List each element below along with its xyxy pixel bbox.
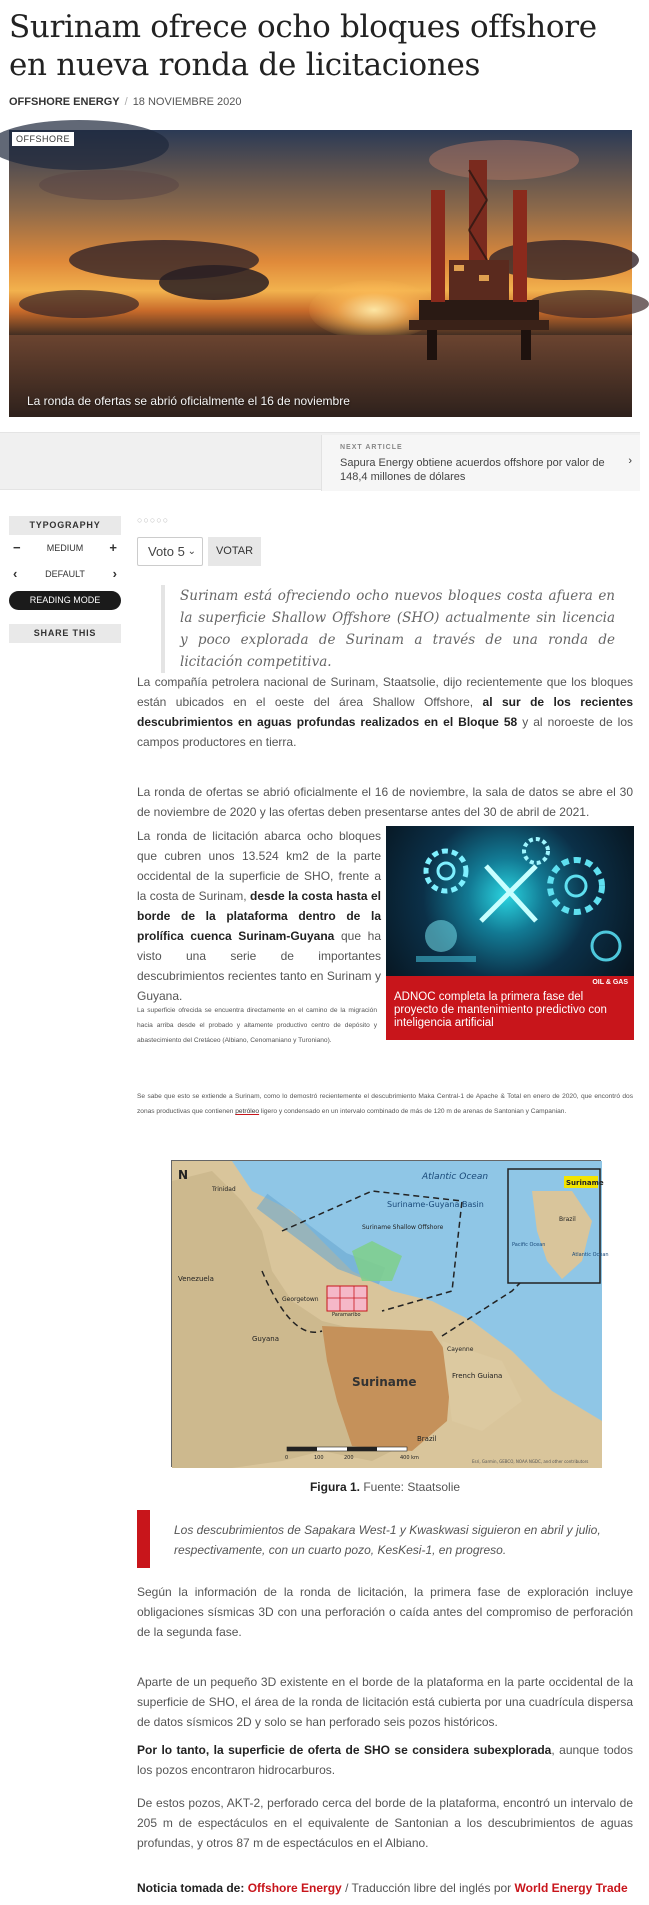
figure-caption bbox=[137, 1480, 633, 1494]
map-venezuela: Venezuela bbox=[178, 1275, 214, 1283]
next-article-label: NEXT ARTICLE bbox=[340, 444, 403, 451]
quote-accent-bar bbox=[137, 1510, 150, 1568]
scale-100: 100 bbox=[314, 1455, 324, 1461]
chevron-right-icon[interactable]: › bbox=[112, 566, 117, 581]
paragraph-3-bold: desde la costa hasta el borde de la plataforma dentro de la prolífica cuenca Surinam-Guyana bbox=[137, 889, 381, 943]
map-georgetown: Georgetown bbox=[282, 1296, 319, 1303]
paragraph-6-text: , aunque todos los pozos encontraron hidrocarburos. bbox=[137, 1743, 633, 1777]
suriname-map bbox=[171, 1160, 609, 1467]
paragraph-4: Según la información de la ronda de licitación, la primera fase de exploración incluye obligaciones sísmicas 3D con una perforación o caída antes del compromiso de perforación de la segunda fase. bbox=[137, 1585, 633, 1639]
vote-button[interactable]: VOTAR bbox=[208, 537, 261, 566]
map-basin-label: Suriname-Guyana Basin bbox=[387, 1200, 484, 1209]
ad-category-tag: OIL & GAS bbox=[592, 979, 628, 986]
map-french-guiana: French Guiana bbox=[452, 1372, 503, 1380]
article-title: Surinam ofrece ocho bloques offshore en nueva ronda de licitaciones bbox=[9, 9, 597, 83]
credit-middle: / Traducción libre del inglés por bbox=[341, 1881, 515, 1895]
inset-brazil: Brazil bbox=[559, 1216, 576, 1223]
map-shelf-label: Suriname Shallow Offshore bbox=[362, 1224, 444, 1231]
credit-source-link[interactable]: Offshore Energy bbox=[247, 1881, 342, 1895]
north-arrow: N bbox=[178, 1168, 189, 1182]
related-article-ad[interactable] bbox=[386, 826, 634, 1040]
chevron-down-icon: ⌄ bbox=[187, 546, 196, 557]
byline-date: 18 NOVIEMBRE 2020 bbox=[132, 96, 242, 108]
paragraph-2: La ronda de ofertas se abrió oficialmente el 16 de noviembre, la sala de datos se abre el 30 de noviembre de 2020 y las ofertas deben presentarse antes del 30 de abril de 2021. bbox=[137, 785, 633, 819]
chevron-right-icon[interactable]: › bbox=[628, 455, 632, 467]
paragraph-6-bold: Por lo tanto, la superficie de oferta de SHO se considera subexplorada bbox=[137, 1743, 552, 1757]
rating-stars[interactable]: ○○○○○ bbox=[137, 515, 170, 525]
ad-title[interactable]: ADNOC completa la primera fase del proyecto de mantenimiento predictivo con inteligencia artificial bbox=[394, 991, 607, 1029]
byline bbox=[9, 96, 242, 108]
small-paragraph-2-text: Se sabe que esto se extiende a Surinam, como lo demostró recientemente el descubrimiento Maka Central-1 de Apache & Total en enero de 2020, que encontró dos zonas productivas que contienen bbox=[137, 1093, 633, 1115]
map-credit: Esri, Garmin, GEBCO, NOAA NGDC, and other contributors bbox=[472, 1459, 589, 1464]
vote-select[interactable] bbox=[137, 537, 203, 566]
share-this-header: SHARE THIS bbox=[9, 624, 121, 643]
map-suriname: Suriname bbox=[352, 1375, 417, 1389]
small-paragraph-2-text-end: ligero y condensado en un intervalo combinado de más de 120 m de arenas de Santonian y Campanian. bbox=[259, 1108, 567, 1115]
map-cayenne: Cayenne bbox=[447, 1346, 474, 1353]
reading-mode-button[interactable]: READING MODE bbox=[9, 591, 121, 610]
petroleo-link[interactable]: petróleo bbox=[235, 1108, 260, 1115]
map-paramaribo: Paramaribo bbox=[332, 1312, 361, 1318]
figure-source: Fuente: Staatsolie bbox=[363, 1480, 461, 1494]
font-family-value: DEFAULT bbox=[45, 569, 85, 579]
paragraph-1 bbox=[137, 672, 633, 752]
paragraph-3-text-end: que ha visto una serie de importantes descubrimientos recientes tanto en Surinam y Guyana. bbox=[137, 929, 381, 1003]
credit-translator-link[interactable]: World Energy Trade bbox=[514, 1881, 628, 1895]
oil-rig-graphic bbox=[409, 160, 549, 360]
paragraph-3-text: La ronda de licitación abarca ocho bloques que cubren unos 13.524 km2 de la parte occidental de la superficie de SHO, frente a la costa de Surinam, bbox=[137, 829, 381, 903]
font-size-value: MEDIUM bbox=[46, 543, 84, 553]
font-size-control bbox=[9, 535, 121, 561]
paragraph-7: De estos pozos, AKT-2, perforado cerca del borde de la plataforma, encontró un intervalo de 205 m de espectáculos en el equivalente de Santonian a los descubrimientos de aguas profundas, y otros 87 m de espectáculos en el Albiano. bbox=[137, 1796, 633, 1850]
paragraph-5: Aparte de un pequeño 3D existente en el borde de la plataforma en la parte occidental de la superficie de SHO, el área de la ronda de licitación está cubierta por una cuadrícula dispersa de datos sísmicos 2D y solo se han perforado seis pozos históricos. bbox=[137, 1675, 633, 1729]
scale-0: 0 bbox=[285, 1455, 289, 1461]
scale-200: 200 bbox=[344, 1455, 354, 1461]
paragraph-3 bbox=[137, 826, 381, 1006]
figure-label: Figura 1. bbox=[309, 1480, 360, 1494]
pull-quote bbox=[137, 1510, 633, 1568]
paragraph-1-text: La compañía petrolera nacional de Surinam, Staatsolie, dijo recientemente que los bloques están ubicados en el oeste del área Shallow Offshore, bbox=[137, 675, 633, 709]
next-article-link[interactable] bbox=[321, 435, 640, 491]
typography-header: TYPOGRAPHY bbox=[9, 516, 121, 535]
inset-atlantic: Atlantic Ocean bbox=[572, 1252, 609, 1258]
byline-separator: / bbox=[124, 96, 128, 108]
chevron-left-icon[interactable]: ‹ bbox=[13, 566, 18, 581]
inset-label: Suriname bbox=[566, 1179, 604, 1187]
pull-quote-text: Los descubrimientos de Sapakara West-1 y Kwaskwasi siguieron en abril y julio, respectivamente, con un cuarto pozo, KesKesi-1, en progreso. bbox=[174, 1523, 601, 1557]
gears-illustration bbox=[386, 826, 634, 976]
font-family-control bbox=[9, 561, 121, 587]
source-credit bbox=[137, 1881, 628, 1895]
scale-400: 400 km bbox=[400, 1455, 419, 1461]
lead-quote: Surinam está ofreciendo ocho nuevos bloques costa afuera en la superficie Shallow Offshore (SHO) actualmente sin licencia y poco explorada de Surinam a través de una ronda de licitación competitiva. bbox=[161, 585, 615, 673]
map-guyana: Guyana bbox=[252, 1335, 280, 1343]
credit-label: Noticia tomada de: bbox=[137, 1881, 245, 1895]
hero-image bbox=[9, 130, 632, 417]
map-trinidad: Trinidad bbox=[212, 1186, 236, 1193]
paragraph-1-bold: al sur de los recientes descubrimientos en aguas profundas realizados en el Bloque 58 bbox=[137, 695, 633, 729]
hero-caption: La ronda de ofertas se abrió oficialmente el 16 de noviembre bbox=[27, 394, 350, 408]
reading-sidebar bbox=[9, 516, 121, 643]
map-brazil: Brazil bbox=[417, 1435, 437, 1443]
category-badge[interactable]: OFFSHORE bbox=[12, 132, 74, 146]
paragraph-1-text-end: y al noroeste de los campos productores en tierra. bbox=[137, 715, 633, 749]
paragraph-6 bbox=[137, 1740, 633, 1780]
vote-select-value: Voto 5 bbox=[148, 544, 185, 559]
increase-size-button[interactable]: + bbox=[109, 540, 117, 555]
next-article-title[interactable]: Sapura Energy obtiene acuerdos offshore por valor de 148,4 millones de dólares bbox=[340, 457, 605, 483]
byline-source[interactable]: OFFSHORE ENERGY bbox=[9, 96, 120, 108]
decrease-size-button[interactable]: − bbox=[13, 540, 21, 555]
small-paragraph-2 bbox=[137, 1089, 633, 1119]
small-paragraph-1: La superficie ofrecida se encuentra directamente en el camino de la migración hacia arriba desde el probado y altamente productivo centro de depósito y abastecimiento del Cretáceo (Albiano, Cenomaniano y Turoniano). bbox=[137, 1007, 377, 1044]
inset-pacific: Pacific Ocean bbox=[512, 1242, 546, 1248]
map-ocean-label: Atlantic Ocean bbox=[422, 1172, 489, 1182]
